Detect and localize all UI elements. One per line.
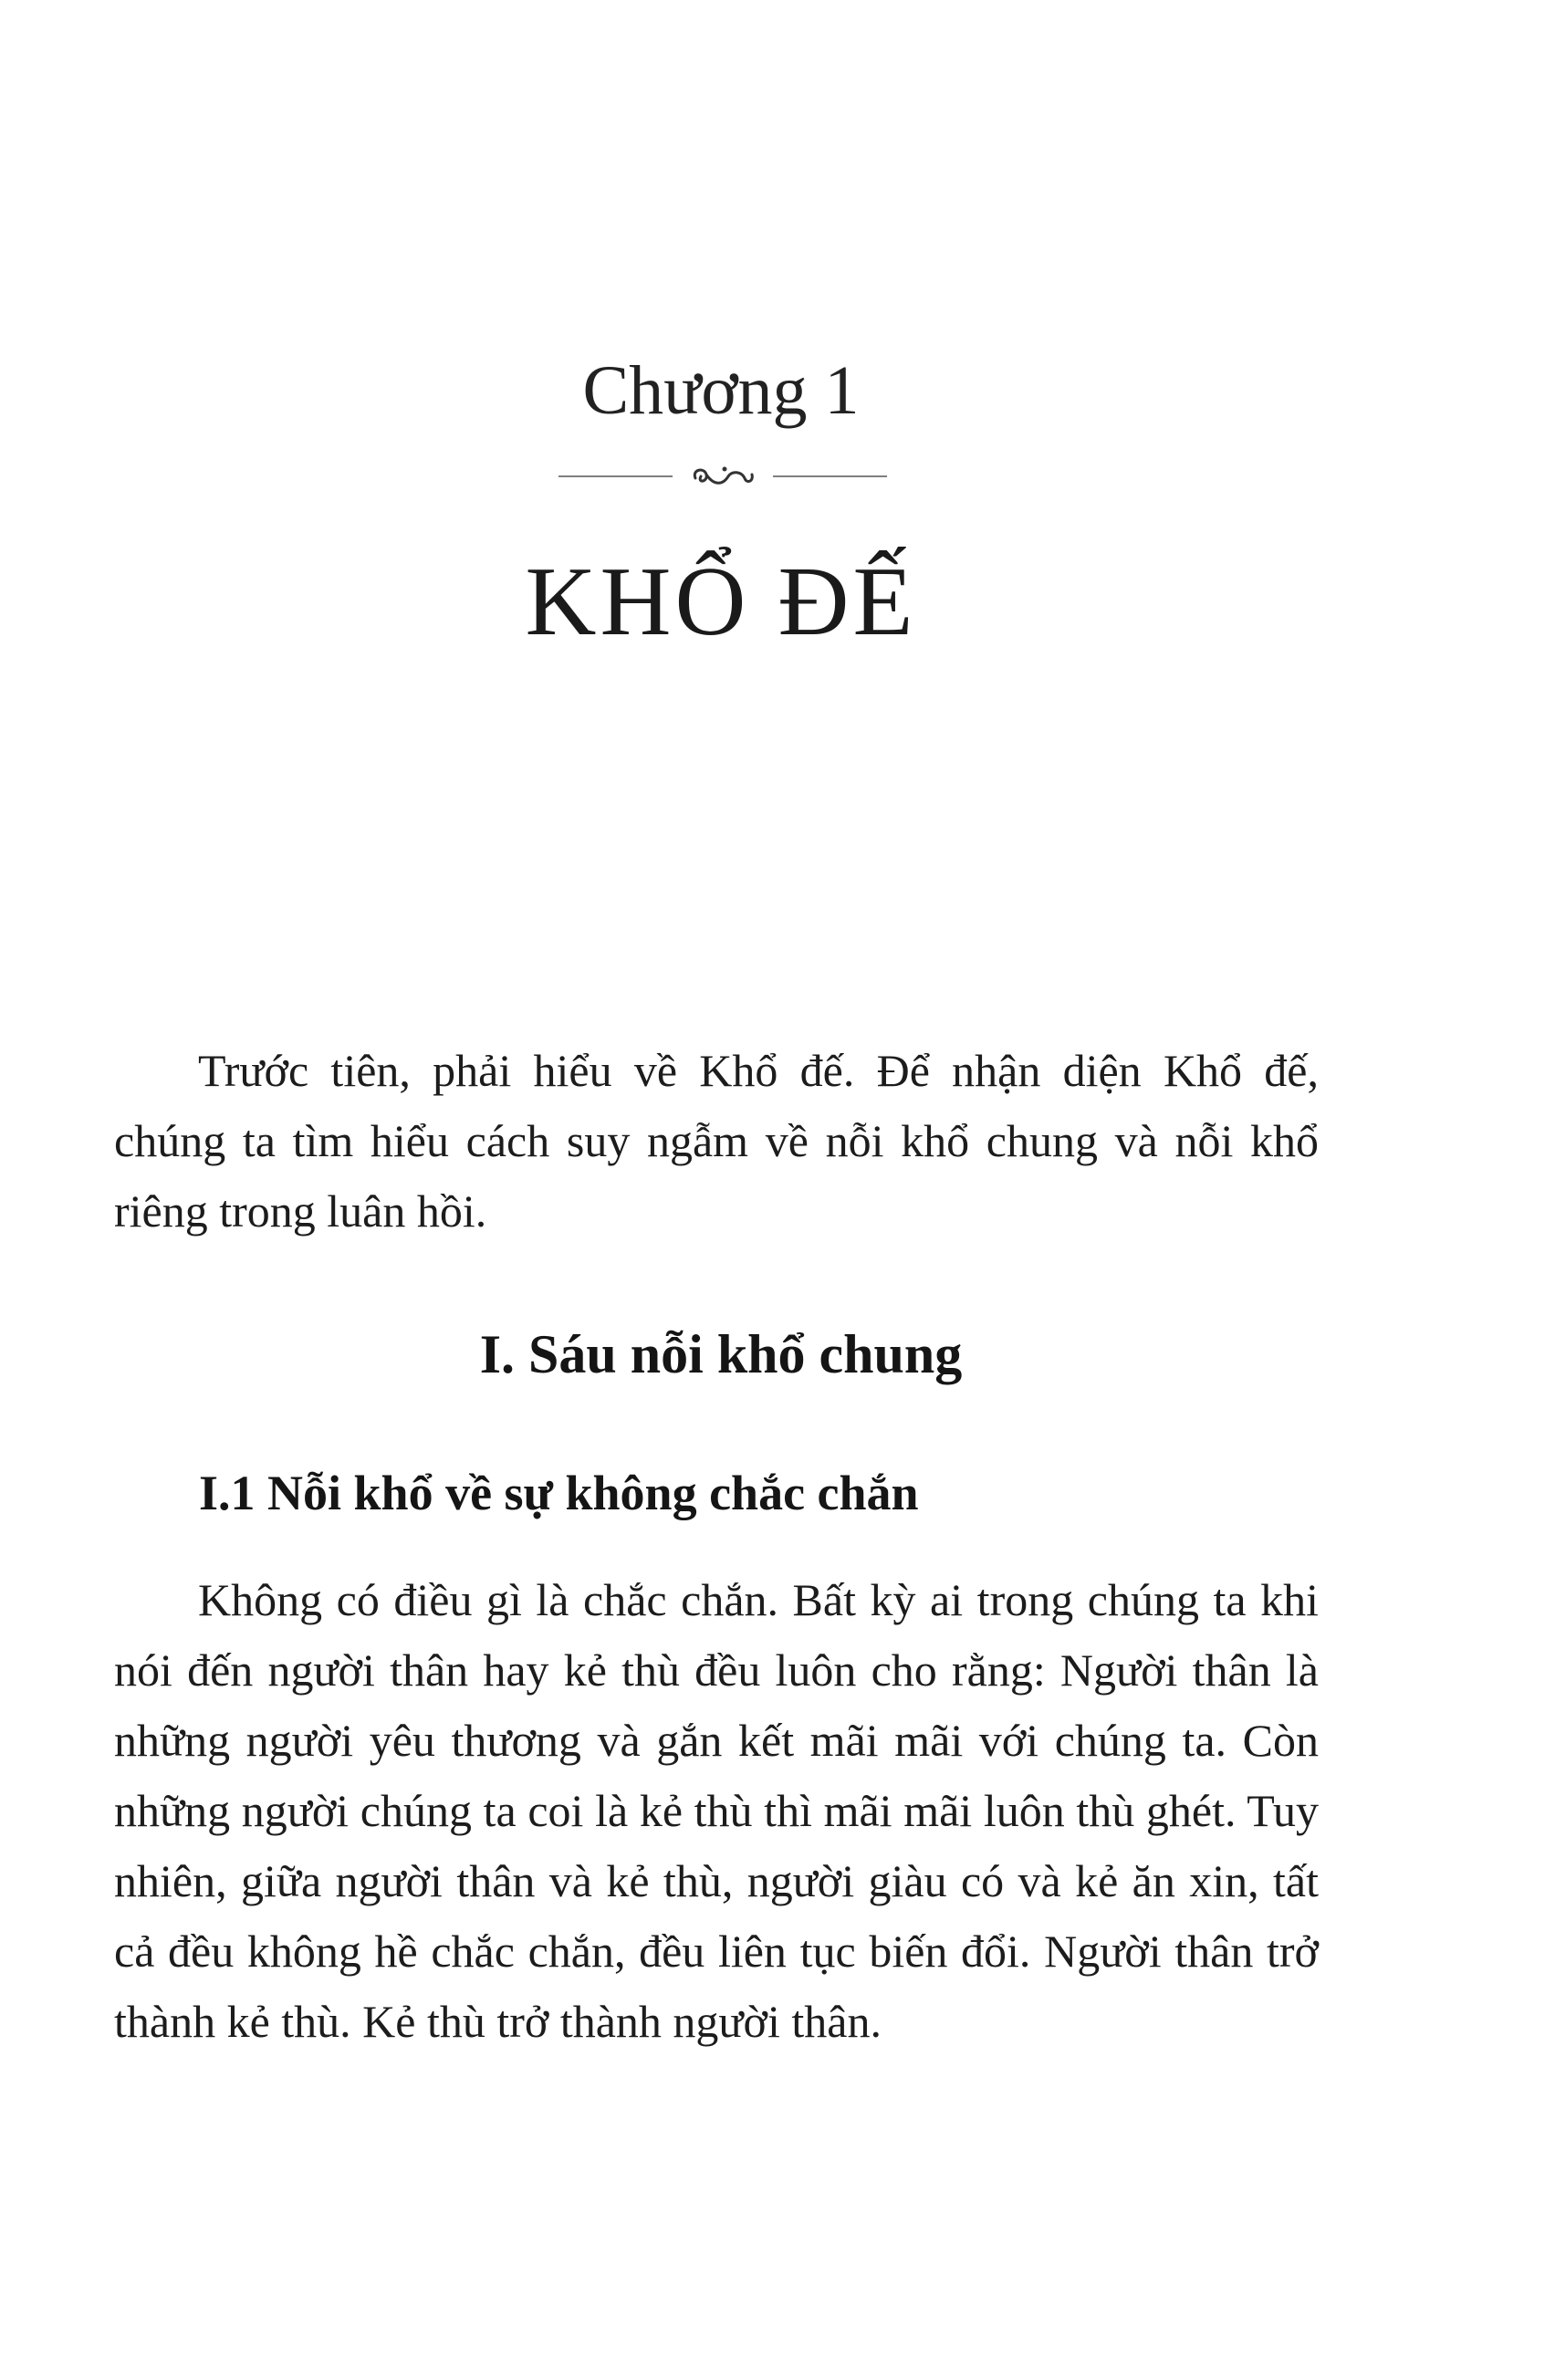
ornament-divider-icon bbox=[558, 458, 887, 495]
subsection-heading: I.1 Nỗi khổ về sự không chắc chắn bbox=[199, 1466, 919, 1520]
intro-text: Trước tiên, phải hiểu về Khổ đế. Để nhận diện Khổ đế, chúng ta tìm hiểu cách suy ngẫm về nỗi khổ chung và nỗi khổ riêng trong luân hồi. bbox=[114, 1045, 1319, 1237]
chapter-label: Chương 1 bbox=[582, 352, 860, 429]
section-heading: I. Sáu nỗi khổ chung bbox=[479, 1324, 963, 1384]
chapter-title: KHỔ ĐẾ bbox=[525, 548, 917, 656]
body-paragraph bbox=[114, 1565, 1319, 2057]
intro-paragraph bbox=[114, 1036, 1319, 1247]
body-text: Không có điều gì là chắc chắn. Bất kỳ ai trong chúng ta khi nói đến người thân hay kẻ thù đều luôn cho rằng: Người thân là những người yêu thương và gắn kết mãi mãi với chúng ta. Còn những người chúng ta coi là kẻ thù thì mãi mãi luôn thù ghét. Tuy nhiên, giữa người thân và kẻ thù, người giàu có và kẻ ăn xin, tất cả đều không hề chắc chắn, đều liên tục biến đổi. Người thân trở thành kẻ thù. Kẻ thù trở thành người thân. bbox=[114, 1574, 1319, 2047]
